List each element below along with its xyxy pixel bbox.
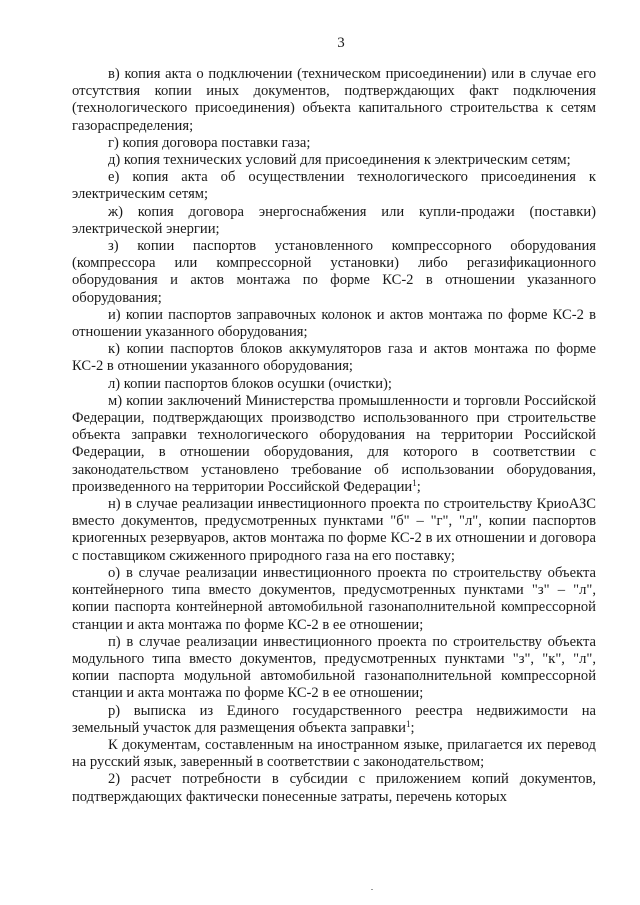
paragraph-m-text: м) копии заключений Министерства промышленности и торговли Российской Федерации, подтверждающих производство использованного при строительстве объекта заправки технологического оборудования на территории Российской Федерации, в отношении оборудования, для которого в соответствии с законодательством установлено требование об использовании оборудования, произведенного на территории Российской Федерации bbox=[72, 392, 596, 495]
paragraph-r-end: ; bbox=[410, 719, 415, 736]
scan-speck bbox=[371, 889, 373, 890]
paragraph-k: к) копии паспортов блоков аккумуляторов газа и актов монтажа по форме КС-2 в отношении указанного оборудования; bbox=[72, 341, 596, 375]
paragraph-p: п) в случае реализации инвестиционного проекта по строительству объекта модульного типа вместо документов, предусмотренных пунктами "з", "к", "л", копии паспорта модульной автомобильной газонаполнительной компрессорной станции и акта монтажа по форме КС-2 в ее отношении; bbox=[72, 633, 596, 702]
paragraph-foreign-docs: К документам, составленным на иностранном языке, прилагается их перевод на русский язык, заверенный в соответствии с законодательством; bbox=[72, 736, 596, 771]
paragraph-m-end: ; bbox=[416, 478, 421, 495]
paragraph-item-2: 2) расчет потребности в субсидии с приложением копий документов, подтверждающих фактически понесенные затраты, перечень которых bbox=[72, 771, 596, 805]
paragraph-l: л) копии паспортов блоков осушки (очистки); bbox=[108, 375, 392, 392]
paragraph-m bbox=[72, 393, 596, 496]
footnote-mark: 1 bbox=[405, 718, 411, 729]
paragraph-g: г) копия договора поставки газа; bbox=[108, 134, 311, 151]
paragraph-i: и) копии паспортов заправочных колонок и актов монтажа по форме КС-2 в отношении указанного оборудования; bbox=[72, 306, 596, 341]
paragraph-o: о) в случае реализации инвестиционного проекта по строительству объекта контейнерного типа вместо документов, предусмотренных пунктами "з" – "л", копии паспорта контейнерной автомобильной газонаполнительной компрессорной станции и акта монтажа по форме КС-2 в ее отношении; bbox=[72, 564, 596, 633]
paragraph-z: з) копии паспортов установленного компрессорного оборудования (компрессора или компрессорной установки) либо регазификационного оборудования и актов монтажа по форме КС-2 в отношении указанного оборудования; bbox=[72, 238, 596, 306]
paragraph-r bbox=[72, 703, 596, 737]
document-page bbox=[72, 34, 596, 806]
footnote-mark: 1 bbox=[412, 477, 417, 488]
paragraph-zh: ж) копия договора энергоснабжения или купли-продажи (поставки) электрической энергии; bbox=[72, 203, 596, 237]
paragraph-d: д) копия технических условий для присоединения к электрическим сетям; bbox=[108, 152, 571, 169]
paragraph-e: е) копия акта об осуществлении технологического присоединения к электрическим сетям; bbox=[72, 169, 596, 203]
paragraph-v: в) копия акта о подключении (техническом присоединении) или в случае его отсутствия копии иных документов, подтверждающих факт подключения (технологического присоединения) объекта капитального строительства к сетям газораспределения; bbox=[72, 66, 596, 134]
page-number: 3 bbox=[337, 35, 345, 51]
paragraph-n: н) в случае реализации инвестиционного проекта по строительству КриоАЗС вместо документов, предусмотренных пунктами "б" – "г", "л", копии паспортов криогенных резервуаров, актов монтажа по форме КС-2 в их отношении и договора с поставщиком сжиженного природного газа на его поставку; bbox=[72, 496, 596, 564]
paragraph-r-text: р) выписка из Единого государственного реестра недвижимости на земельный участок для размещения объекта заправки bbox=[72, 702, 596, 736]
